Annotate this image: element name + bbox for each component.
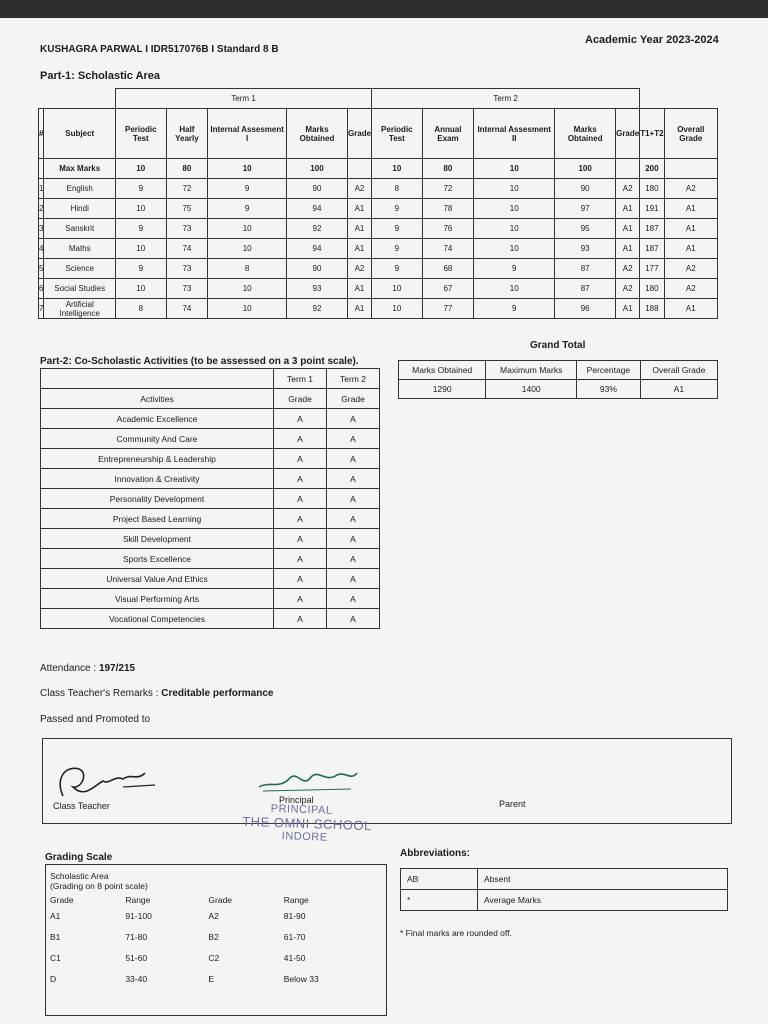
activity-row: [41, 409, 380, 429]
table-cell: 90: [287, 259, 348, 279]
table-cell: English: [44, 179, 116, 199]
table-cell: 10: [474, 219, 555, 239]
range-cell: 61-70: [283, 931, 306, 942]
table-cell: 1: [39, 179, 44, 199]
table-cell: 187: [640, 219, 664, 239]
abbr-meaning: Absent: [478, 869, 728, 890]
table-cell: A1: [616, 239, 640, 259]
cell: 10: [116, 159, 167, 179]
scholastic-header-row: [39, 109, 718, 159]
cell: 10: [474, 159, 555, 179]
abbr-meaning: Average Marks: [478, 890, 728, 911]
table-cell: 6: [39, 279, 44, 299]
grading-row: [46, 926, 386, 947]
rounding-note: * Final marks are rounded off.: [400, 928, 512, 938]
table-cell: A1: [347, 279, 371, 299]
table-cell: 10: [116, 199, 167, 219]
activity-grade: A: [327, 529, 380, 549]
school-stamp: [242, 802, 373, 846]
part1-title: Part-1: Scholastic Area: [40, 70, 161, 82]
activity-row: [41, 509, 380, 529]
table-row: [39, 239, 718, 259]
table-cell: A2: [664, 259, 717, 279]
activity-name: Community And Care: [41, 429, 274, 449]
table-cell: 92: [287, 219, 348, 239]
grading-row: [46, 905, 386, 926]
table-cell: 97: [555, 199, 616, 219]
col-header: Subject: [44, 109, 116, 159]
col-activities: Activities: [41, 389, 274, 409]
table-cell: 94: [287, 239, 348, 259]
col-header: T1+T2: [640, 109, 664, 159]
col-header: #: [39, 109, 44, 159]
gt-value: 1400: [486, 380, 577, 399]
gt-header: Marks Obtained: [399, 361, 486, 380]
grading-scale-box: [45, 864, 387, 1016]
grade-label: Grade: [274, 389, 327, 409]
table-cell: A1: [347, 219, 371, 239]
table-cell: 68: [422, 259, 474, 279]
cell: [664, 159, 717, 179]
table-cell: 187: [640, 239, 664, 259]
attendance-value: 197/215: [98, 663, 136, 674]
col-header: Marks Obtained: [555, 109, 616, 159]
table-cell: A2: [664, 179, 717, 199]
activity-name: Skill Development: [41, 529, 274, 549]
table-cell: 10: [208, 299, 287, 319]
table-cell: A2: [347, 179, 371, 199]
col-header: Overall Grade: [664, 109, 717, 159]
activity-grade: A: [327, 429, 380, 449]
grade-cell: B1: [50, 931, 61, 942]
table-cell: Science: [44, 259, 116, 279]
class-teacher-label: Class Teacher: [53, 801, 110, 811]
table-cell: 10: [208, 279, 287, 299]
activity-grade: A: [274, 469, 327, 489]
abbreviations-table: [400, 868, 728, 911]
table-cell: A1: [664, 219, 717, 239]
table-cell: 9: [208, 199, 287, 219]
table-cell: A1: [664, 199, 717, 219]
teacher-signature-icon: [51, 751, 161, 803]
cell: 100: [555, 159, 616, 179]
grading-subtitle: (Grading on 8 point scale): [50, 881, 148, 891]
table-cell: 93: [555, 239, 616, 259]
range-cell: 51-60: [125, 952, 148, 963]
gt-value: A1: [640, 380, 717, 399]
attendance-line: [40, 663, 135, 674]
activity-grade: A: [274, 569, 327, 589]
table-cell: 10: [208, 219, 287, 239]
table-cell: A2: [616, 179, 640, 199]
table-cell: 8: [372, 179, 423, 199]
table-cell: 94: [287, 199, 348, 219]
activity-grade: A: [274, 529, 327, 549]
grade-cell: E: [208, 973, 215, 984]
grading-row: [46, 947, 386, 968]
table-cell: A1: [616, 299, 640, 319]
table-row: [39, 219, 718, 239]
col-header: Periodic Test: [116, 109, 167, 159]
table-cell: 188: [640, 299, 664, 319]
col-header: Marks Obtained: [287, 109, 348, 159]
table-cell: 10: [116, 279, 167, 299]
table-cell: 9: [116, 259, 167, 279]
activity-name: Sports Excellence: [41, 549, 274, 569]
table-cell: A2: [347, 259, 371, 279]
table-cell: Sanskrit: [44, 219, 116, 239]
table-cell: 180: [640, 179, 664, 199]
col-header: Grade: [347, 109, 371, 159]
table-cell: 8: [208, 259, 287, 279]
abbreviations-title: Abbreviations:: [400, 848, 471, 859]
col-header: Periodic Test: [372, 109, 423, 159]
table-cell: 72: [422, 179, 474, 199]
activity-name: Academic Excellence: [41, 409, 274, 429]
cell: Max Marks: [44, 159, 116, 179]
range-cell: 81-90: [283, 910, 306, 921]
table-cell: 96: [555, 299, 616, 319]
table-cell: 10: [474, 179, 555, 199]
table-cell: 9: [116, 219, 167, 239]
activity-grade: A: [327, 609, 380, 629]
cell: [347, 159, 371, 179]
activity-grade: A: [327, 509, 380, 529]
table-cell: 2: [39, 199, 44, 219]
table-cell: 177: [640, 259, 664, 279]
term1-header: Term 1: [116, 89, 372, 109]
activity-grade: A: [274, 409, 327, 429]
table-cell: 10: [116, 239, 167, 259]
table-cell: A1: [664, 299, 717, 319]
table-cell: A1: [664, 239, 717, 259]
activity-row: [41, 429, 380, 449]
table-cell: A1: [347, 239, 371, 259]
student-info: KUSHAGRA PARWAL I IDR517076B I Standard 8 B: [40, 44, 279, 55]
table-cell: 10: [474, 279, 555, 299]
activity-grade: A: [327, 549, 380, 569]
table-cell: 74: [422, 239, 474, 259]
academic-year: Academic Year 2023-2024: [585, 34, 719, 46]
col-header: Half Yearly: [166, 109, 208, 159]
table-cell: 9: [474, 299, 555, 319]
col-header: Internal Assesment II: [474, 109, 555, 159]
table-row: [39, 279, 718, 299]
background-edge: [0, 0, 768, 18]
signature-box: [42, 738, 732, 824]
table-row: [39, 199, 718, 219]
activity-grade: A: [327, 569, 380, 589]
col-range: Range: [283, 895, 309, 905]
grade-cell: A1: [50, 910, 61, 921]
table-row: [39, 259, 718, 279]
grade-cell: A2: [208, 910, 219, 921]
cell: [616, 159, 640, 179]
table-cell: 75: [166, 199, 208, 219]
cell: 10: [208, 159, 287, 179]
activity-row: [41, 549, 380, 569]
activity-grade: A: [274, 489, 327, 509]
table-cell: 9: [372, 259, 423, 279]
table-cell: 9: [372, 239, 423, 259]
range-cell: 33-40: [125, 973, 148, 984]
table-cell: 74: [166, 299, 208, 319]
activity-grade: A: [327, 589, 380, 609]
table-cell: Artificial Intelligence: [44, 299, 116, 319]
range-cell: Below 33: [283, 973, 319, 984]
cell: 200: [640, 159, 664, 179]
activity-name: Project Based Learning: [41, 509, 274, 529]
grade-cell: C1: [50, 952, 61, 963]
cell: 10: [372, 159, 423, 179]
stamp-line: THE OMNI SCHOOL: [242, 813, 373, 834]
grade-cell: D: [50, 973, 57, 984]
coscholastic-table: [40, 368, 380, 629]
cell: 80: [166, 159, 208, 179]
table-cell: 76: [422, 219, 474, 239]
table-cell: 87: [555, 279, 616, 299]
table-cell: 10: [474, 199, 555, 219]
scholastic-table: [38, 88, 718, 319]
table-cell: 9: [372, 199, 423, 219]
cell: 80: [422, 159, 474, 179]
table-cell: A2: [616, 259, 640, 279]
attendance-label: Attendance :: [40, 663, 99, 674]
table-cell: 3: [39, 219, 44, 239]
table-cell: 93: [287, 279, 348, 299]
activity-grade: A: [274, 449, 327, 469]
col-header: Annual Exam: [422, 109, 474, 159]
table-cell: 10: [474, 239, 555, 259]
activity-grade: A: [274, 429, 327, 449]
stamp-line: INDORE: [281, 830, 328, 844]
activity-row: [41, 609, 380, 629]
cell: 100: [287, 159, 348, 179]
grade-cell: C2: [208, 952, 220, 963]
grading-subtitle: Scholastic Area: [50, 871, 109, 881]
table-cell: 8: [116, 299, 167, 319]
abbr-code: *: [401, 890, 478, 911]
table-cell: 180: [640, 279, 664, 299]
grading-row: [46, 968, 386, 989]
table-cell: A2: [664, 279, 717, 299]
table-cell: 4: [39, 239, 44, 259]
col-grade: Grade: [50, 895, 74, 905]
table-cell: A1: [616, 199, 640, 219]
activity-name: Visual Performing Arts: [41, 589, 274, 609]
table-cell: 191: [640, 199, 664, 219]
grand-total-title: Grand Total: [530, 340, 586, 351]
table-row: [39, 179, 718, 199]
col-term2: Term 2: [327, 369, 380, 389]
table-cell: Social Studies: [44, 279, 116, 299]
table-cell: 10: [372, 299, 423, 319]
table-cell: 7: [39, 299, 44, 319]
col-range: Range: [125, 895, 151, 905]
table-cell: 73: [166, 259, 208, 279]
gt-header: Percentage: [577, 361, 641, 380]
range-cell: 91-100: [125, 910, 152, 921]
grade-cell: B2: [208, 931, 219, 942]
gt-value: 93%: [577, 380, 641, 399]
activity-grade: A: [327, 449, 380, 469]
principal-signature-icon: [253, 759, 363, 799]
remarks-value: Creditable performance: [161, 688, 274, 699]
activity-row: [41, 489, 380, 509]
table-cell: 9: [474, 259, 555, 279]
gt-value: 1290: [399, 380, 486, 399]
scholastic-body: [39, 179, 718, 319]
gt-header: Overall Grade: [640, 361, 717, 380]
activity-name: Innovation & Creativity: [41, 469, 274, 489]
principal-label: Principal: [279, 795, 314, 805]
activity-grade: A: [274, 609, 327, 629]
activity-grade: A: [327, 469, 380, 489]
activity-row: [41, 469, 380, 489]
table-row: [39, 299, 718, 319]
abbr-code: AB: [401, 869, 478, 890]
table-cell: 92: [287, 299, 348, 319]
table-cell: 9: [372, 219, 423, 239]
table-cell: Hindi: [44, 199, 116, 219]
activity-grade: A: [327, 489, 380, 509]
coscholastic-body: [41, 409, 380, 629]
activity-name: Vocational Competencies: [41, 609, 274, 629]
table-cell: 5: [39, 259, 44, 279]
table-cell: 10: [208, 239, 287, 259]
table-cell: 78: [422, 199, 474, 219]
table-cell: 10: [372, 279, 423, 299]
activity-grade: A: [274, 509, 327, 529]
stamp-line: PRINCIPAL: [270, 802, 333, 817]
table-cell: 87: [555, 259, 616, 279]
table-cell: Maths: [44, 239, 116, 259]
activity-row: [41, 589, 380, 609]
remarks-label: Class Teacher's Remarks :: [40, 688, 162, 699]
table-cell: 9: [208, 179, 287, 199]
activity-name: Entrepreneurship & Leadership: [41, 449, 274, 469]
grading-body: [46, 905, 386, 989]
grading-scale-title: Grading Scale: [45, 852, 113, 863]
table-cell: 95: [555, 219, 616, 239]
table-cell: 77: [422, 299, 474, 319]
activity-row: [41, 449, 380, 469]
range-cell: 41-50: [283, 952, 306, 963]
promoted-line: Passed and Promoted to: [40, 714, 151, 725]
activity-grade: A: [274, 589, 327, 609]
activity-row: [41, 529, 380, 549]
table-cell: 90: [287, 179, 348, 199]
activity-name: Universal Value And Ethics: [41, 569, 274, 589]
max-marks-row: [39, 159, 718, 179]
grand-total-table: [398, 360, 718, 399]
table-cell: A1: [347, 199, 371, 219]
table-cell: A1: [347, 299, 371, 319]
table-cell: 73: [166, 219, 208, 239]
activity-grade: A: [274, 549, 327, 569]
table-cell: 67: [422, 279, 474, 299]
grade-label: Grade: [327, 389, 380, 409]
grading-table: [46, 895, 386, 989]
range-cell: 71-80: [125, 931, 148, 942]
table-cell: 72: [166, 179, 208, 199]
activity-row: [41, 569, 380, 589]
col-term1: Term 1: [274, 369, 327, 389]
table-cell: A1: [616, 219, 640, 239]
table-cell: A2: [616, 279, 640, 299]
col-header: Internal Assesment I: [208, 109, 287, 159]
term2-header: Term 2: [372, 89, 640, 109]
table-cell: 74: [166, 239, 208, 259]
parent-label: Parent: [499, 799, 526, 809]
col-grade: Grade: [208, 895, 233, 905]
table-cell: 73: [166, 279, 208, 299]
activity-grade: A: [327, 409, 380, 429]
activity-name: Personality Development: [41, 489, 274, 509]
table-cell: 90: [555, 179, 616, 199]
part2-title: Part-2: Co-Scholastic Activities (to be assessed on a 3 point scale).: [40, 356, 359, 367]
table-cell: 9: [116, 179, 167, 199]
remarks-line: [40, 688, 273, 699]
gt-header: Maximum Marks: [486, 361, 577, 380]
col-header: Grade: [616, 109, 640, 159]
